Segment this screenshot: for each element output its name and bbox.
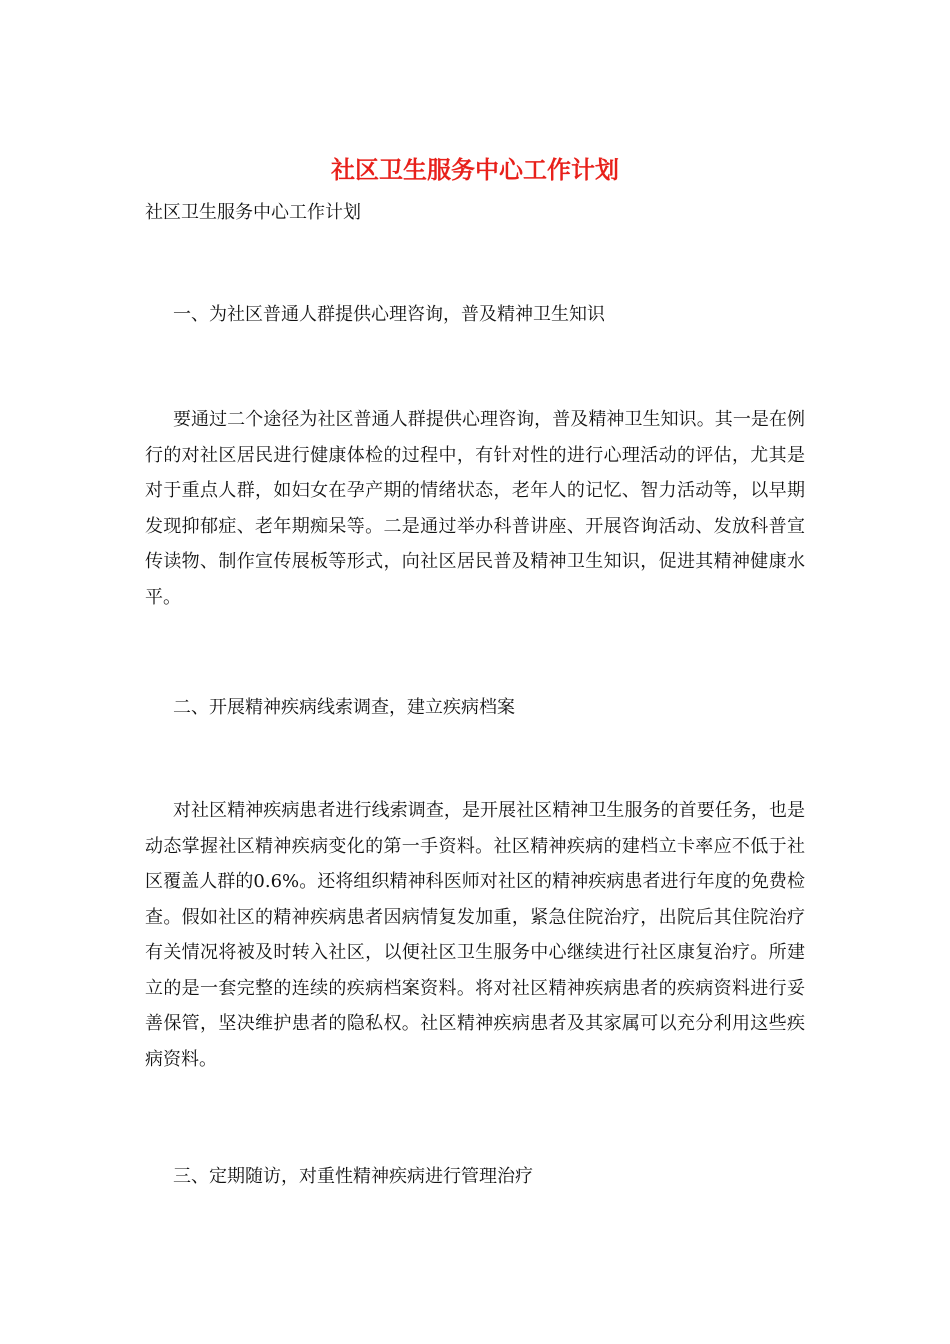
document-subtitle: 社区卫生服务中心工作计划 <box>145 202 361 223</box>
section-heading-2: 二、开展精神疾病线索调查，建立疾病档案 <box>173 697 515 718</box>
section-heading-3: 三、定期随访，对重性精神疾病进行管理治疗 <box>173 1166 533 1187</box>
section-paragraph-2: 对社区精神疾病患者进行线索调查，是开展社区精神卫生服务的首要任务，也是动态掌握社区精神疾病变化的第一手资料。社区精神疾病的建档立卡率应不低于社区覆盖人群的0.6%。还将组织精神科医师对社区的精神疾病患者进行年度的免费检查。假如社区的精神疾病患者因病情复发加重，紧急住院治疗，出院后其住院治疗有关情况将被及时转入社区，以便社区卫生服务中心继续进行社区康复治疗。所建立的是一套完整的连续的疾病档案资料。将对社区精神疾病患者的疾病资料进行妥善保管，坚决维护患者的隐私权。社区精神疾病患者及其家属可以充分利用这些疾病资料。 <box>145 800 805 1070</box>
section-paragraph-1: 要通过二个途径为社区普通人群提供心理咨询，普及精神卫生知识。其一是在例行的对社区居民进行健康体检的过程中，有针对性的进行心理活动的评估，尤其是对于重点人群，如妇女在孕产期的情绪状态，老年人的记忆、智力活动等，以早期发现抑郁症、老年期痴呆等。二是通过举办科普讲座、开展咨询活动、发放科普宣传读物、制作宣传展板等形式，向社区居民普及精神卫生知识，促进其精神健康水平。 <box>145 409 805 608</box>
section-heading-1: 一、为社区普通人群提供心理咨询，普及精神卫生知识 <box>173 304 605 325</box>
document-title: 社区卫生服务中心工作计划 <box>331 155 619 184</box>
